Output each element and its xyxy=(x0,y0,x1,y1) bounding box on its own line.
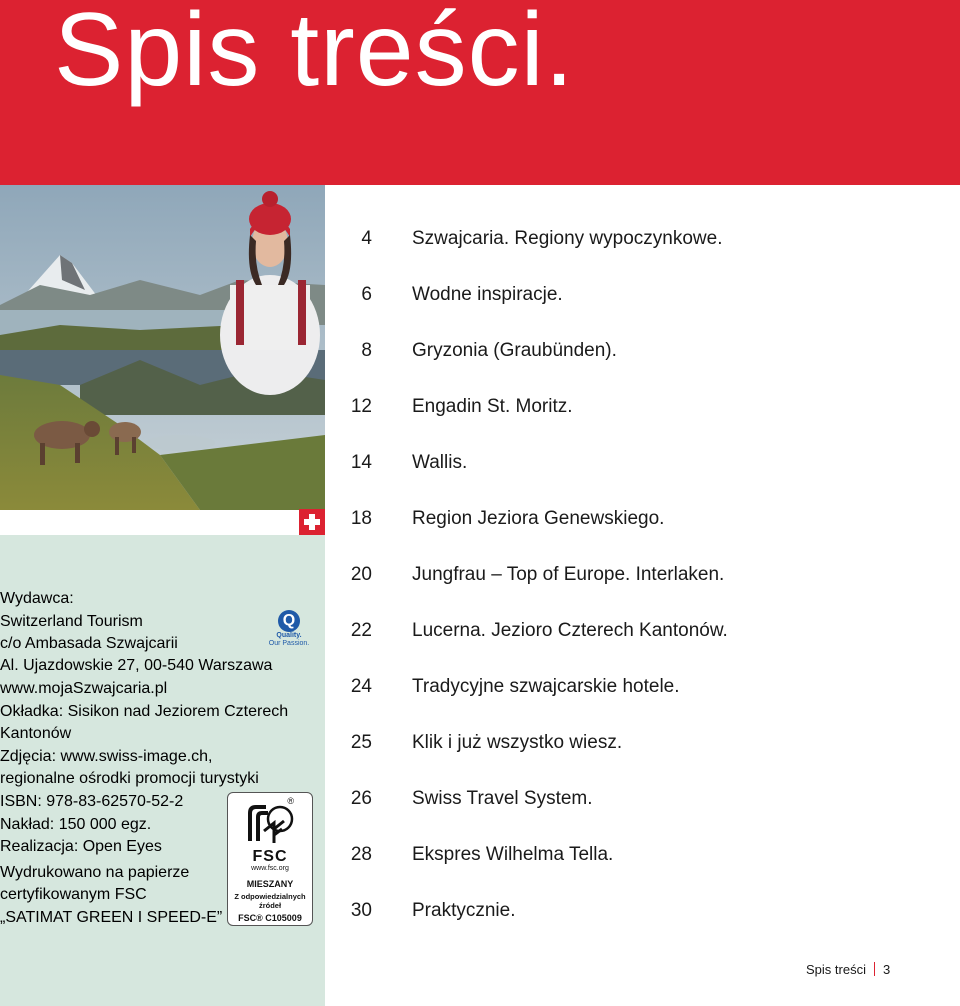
toc-title: Jungfrau – Top of Europe. Interlaken. xyxy=(412,564,725,585)
fsc-tree-icon xyxy=(244,803,296,847)
toc-page-number: 8 xyxy=(361,340,372,361)
fsc-name: FSC xyxy=(252,848,288,865)
toc-title: Wodne inspiracje. xyxy=(412,284,563,305)
toc-title: Gryzonia (Graubünden). xyxy=(412,340,617,361)
page-title: Spis treści. xyxy=(54,0,575,108)
toc-title: Wallis. xyxy=(412,452,468,473)
cover-photo xyxy=(0,185,325,510)
imprint-line: c/o Ambasada Szwajcarii xyxy=(0,635,178,652)
toc-title: Engadin St. Moritz. xyxy=(412,396,573,417)
toc-page-number: 26 xyxy=(350,788,372,809)
toc-page-number: 18 xyxy=(350,508,372,529)
imprint-line: Realizacja: Open Eyes xyxy=(0,838,162,855)
imprint-line: Al. Ujazdowskie 27, 00-540 Warszawa xyxy=(0,657,273,674)
toc-page-number: 30 xyxy=(350,900,372,921)
toc-page-number: 14 xyxy=(350,452,372,473)
website-link[interactable]: www.mojaSzwajcaria.pl xyxy=(0,680,168,697)
fsc-source xyxy=(228,892,312,910)
quality-line1: Quality. xyxy=(276,632,302,639)
footer-page-number: 3 xyxy=(882,962,891,977)
swiss-flag-icon xyxy=(299,509,325,535)
imprint-line: regionalne ośrodki promocji turystyki xyxy=(0,770,259,787)
imprint-line: ISBN: 978-83-62570-52-2 xyxy=(0,793,184,810)
fsc-mix: MIESZANY xyxy=(246,879,294,889)
toc-title: Tradycyjne szwajcarskie hotele. xyxy=(412,676,680,697)
imprint-line: Zdjęcia: www.swiss-image.ch, xyxy=(0,748,213,765)
toc-title: Praktycznie. xyxy=(412,900,516,921)
quality-q-icon: Q xyxy=(278,610,300,632)
toc-page-number: 25 xyxy=(350,732,372,753)
toc-title: Lucerna. Jezioro Czterech Kantonów. xyxy=(412,620,728,641)
toc-page-number: 4 xyxy=(361,228,372,249)
fsc-registered-mark: ® xyxy=(287,796,294,806)
toc-page-number: 22 xyxy=(350,620,372,641)
header-band xyxy=(0,0,960,185)
paper-line: Wydrukowano na papierze xyxy=(0,864,190,881)
toc-title: Klik i już wszystko wiesz. xyxy=(412,732,623,753)
toc-page-number: 24 xyxy=(350,676,372,697)
fsc-source-line2: źródeł xyxy=(258,901,282,910)
toc-page-number: 6 xyxy=(361,284,372,305)
imprint-line: Okładka: Sisikon nad Jeziorem Czterech xyxy=(0,703,289,720)
imprint-line: Switzerland Tourism xyxy=(0,613,143,630)
toc-title: Szwajcaria. Regiony wypoczynkowe. xyxy=(412,228,723,249)
toc-page-number: 28 xyxy=(350,844,372,865)
footer-separator xyxy=(874,962,875,976)
fsc-url: www.fsc.org xyxy=(251,865,289,872)
toc-title: Swiss Travel System. xyxy=(412,788,593,809)
publisher-label: Wydawca: xyxy=(0,590,74,607)
toc-title: Ekspres Wilhelma Tella. xyxy=(412,844,614,865)
quality-line2: Our Passion. xyxy=(268,640,310,647)
toc-title: Region Jeziora Genewskiego. xyxy=(412,508,665,529)
imprint-line: Nakład: 150 000 egz. xyxy=(0,816,152,833)
imprint-line: Kantonów xyxy=(0,725,72,742)
quality-logo xyxy=(268,610,310,652)
paper-line: certyfikowanym FSC xyxy=(0,886,147,903)
toc-page-number: 12 xyxy=(350,396,372,417)
footer-label: Spis treści xyxy=(806,962,866,977)
fsc-code: FSC® C105009 xyxy=(238,913,302,923)
paper-line: „SATIMAT GREEN I SPEED-E” xyxy=(0,909,223,926)
fsc-source-line1: Z odpowiedzialnych xyxy=(234,892,306,901)
page-footer xyxy=(806,962,890,977)
fsc-logo xyxy=(227,792,313,926)
toc-page-number: 20 xyxy=(350,564,372,585)
